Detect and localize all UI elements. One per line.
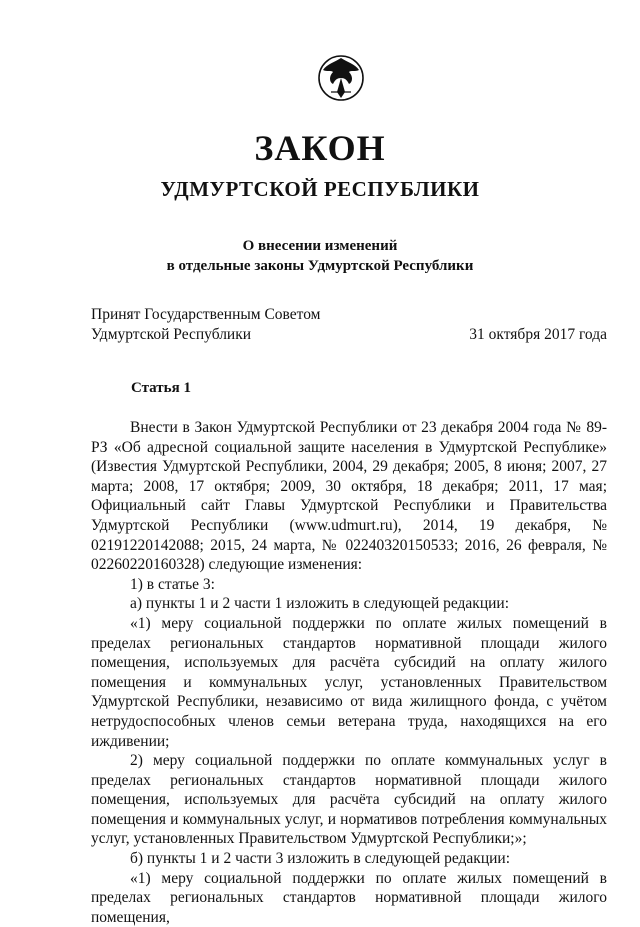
paragraph: Внести в Закон Удмуртской Республики от 23 декабря 2004 года № 89-РЗ «Об адресной социальной защите населения в Удмуртской Республике» (Известия Удмуртской Республики, 2004, 29 декабря; 2005, 8 июня; 2007, 27 марта; 2008, 17 октября; 2009, 30 октября, 18 декабря; 2011, 17 мая; Официальный сайт Главы Удмуртской Республики и Правительства Удмуртской Республики (www.udmurt.ru), 2014, 19 декабря, № 02191220142088; 2015, 24 марта, № 02240320150533; 2016, 26 февраля, № 02260220160328) следующие изменения: [91, 419, 607, 574]
document-heading-line-1: О внесении изменений [242, 238, 398, 254]
coat-of-arms-icon [317, 48, 365, 108]
article-title: Статья 1 [131, 380, 191, 396]
adoption-line-2: Удмуртской Республики [91, 326, 252, 343]
article-body [91, 418, 607, 927]
adoption-line-1: Принят Государственным Советом [91, 306, 321, 323]
adoption-date: 31 октября 2017 года [469, 326, 607, 343]
adoption-note [91, 305, 321, 345]
paragraph: 2) меру социальной поддержки по оплате коммунальных услуг в пределах региональных стандартов нормативной площади жилого помещения, используемых для расчёта субсидий на оплату жилого помещения и коммунальных услуг, и нормативов потребления коммунальных услуг, установленных Правительством Удмуртской Республики;»; [91, 752, 607, 848]
document-heading [0, 236, 640, 276]
paragraph: а) пункты 1 и 2 части 1 изложить в следующей редакции: [130, 595, 510, 613]
law-title: ЗАКОН [254, 128, 386, 168]
document-heading-line-2: в отдельные законы Удмуртской Республики [166, 258, 474, 274]
paragraph: 1) в статье 3: [130, 575, 215, 593]
paragraph: б) пункты 1 и 2 части 3 изложить в следующей редакции: [130, 850, 511, 868]
paragraph: «1) меру социальной поддержки по оплате жилых помещений в пределах региональных стандартов нормативной площади жилого помещения, [91, 869, 607, 926]
law-subtitle: УДМУРТСКОЙ РЕСПУБЛИКИ [160, 177, 480, 201]
paragraph: «1) меру социальной поддержки по оплате жилых помещений в пределах региональных стандартов нормативной площади жилого помещения, используемых для расчёта субсидий на оплату жилого помещения и коммунальных услуг, установленных Правительством Удмуртской Республики, независимо от вида жилищного фонда, с учётом нетрудоспособных членов семьи ветерана труда, находящихся на его иждивении; [91, 614, 607, 750]
